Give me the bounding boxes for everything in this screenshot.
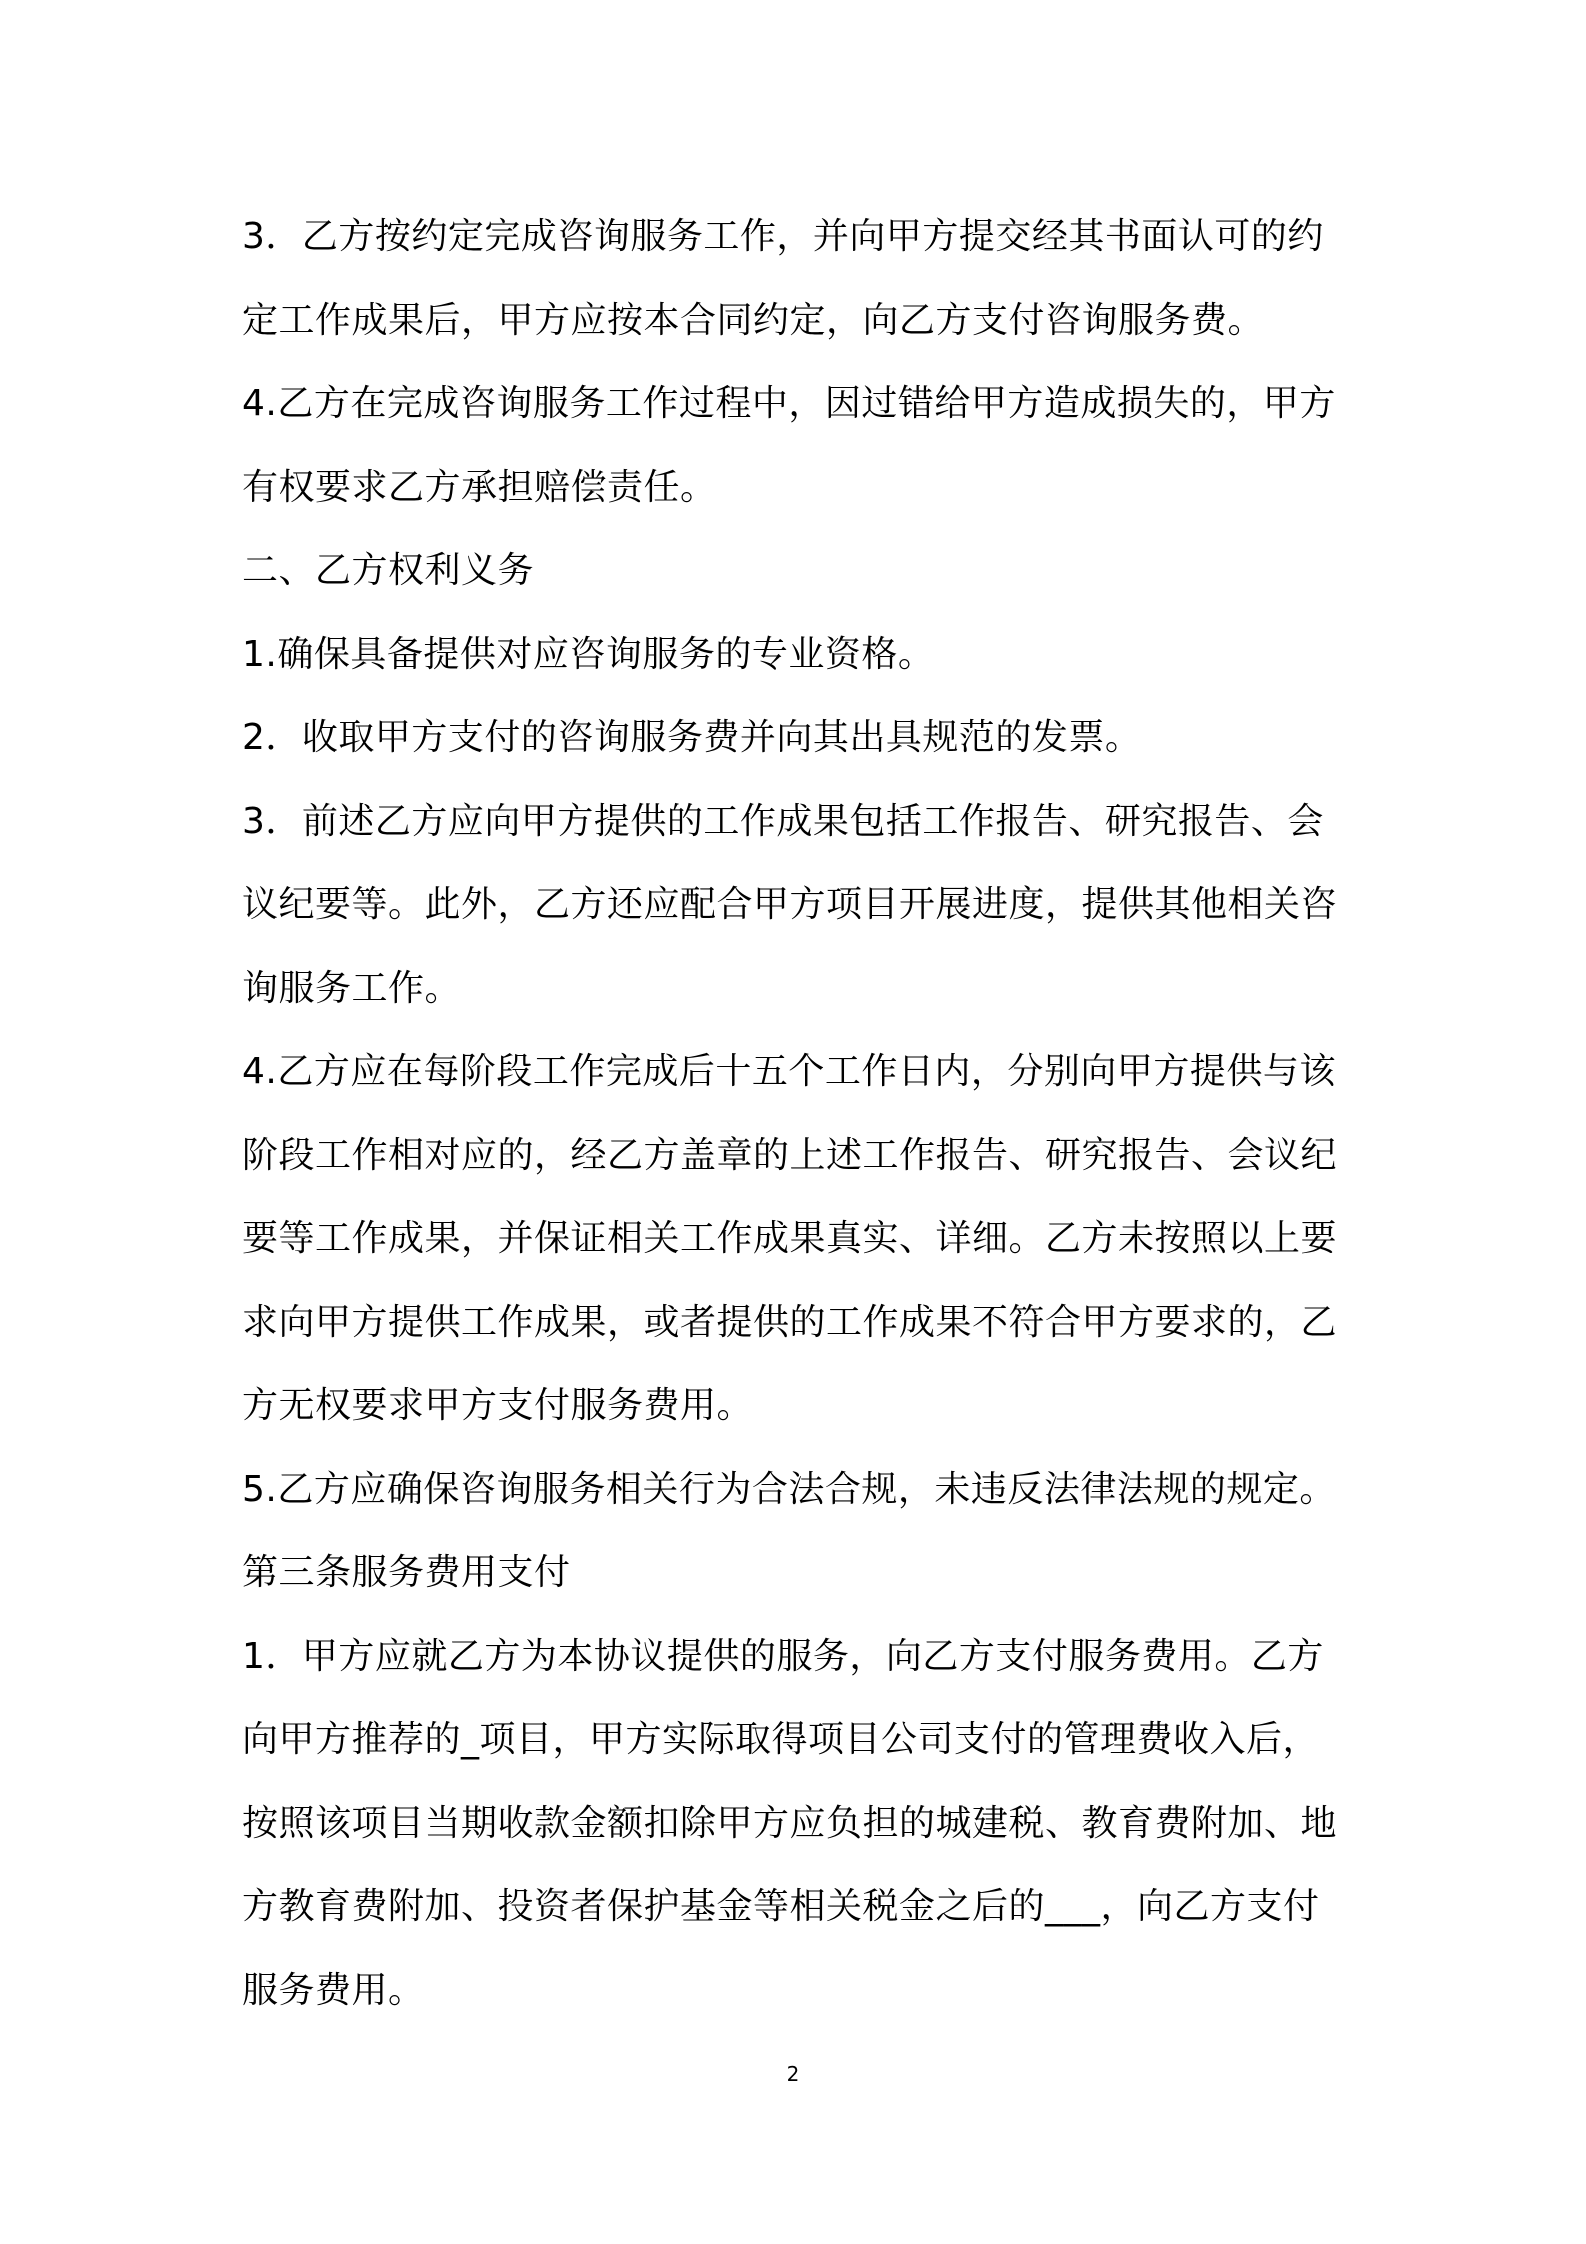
- text-line: 向甲方推荐的_项目，甲方实际取得项目公司支付的管理费收入后，: [242, 1719, 1320, 1760]
- text-line: 按照该项目当期收款金额扣除甲方应负担的城建税、教育费附加、地: [242, 1802, 1338, 1844]
- section-heading: 二、乙方权利义务: [242, 550, 535, 591]
- document-body: [242, 195, 1362, 2032]
- text-line: 3．前述乙方应向甲方提供的工作成果包括工作报告、研究报告、会: [242, 800, 1324, 842]
- text-line: 4.乙方应在每阶段工作完成后十五个工作日内，分别向甲方提供与该: [242, 1051, 1336, 1092]
- section-heading: 第三条服务费用支付: [242, 1552, 571, 1593]
- text-line: 阶段工作相对应的，经乙方盖章的上述工作报告、研究报告、会议纪: [242, 1134, 1338, 1176]
- text-line: 4.乙方在完成咨询服务工作过程中，因过错给甲方造成损失的，甲方: [242, 383, 1336, 424]
- text-line: 要等工作成果，并保证相关工作成果真实、详细。乙方未按照以上要: [242, 1218, 1338, 1259]
- text-line: 1.确保具备提供对应咨询服务的专业资格。: [242, 633, 935, 675]
- text-line: 方无权要求甲方支付服务费用。: [242, 1385, 754, 1426]
- text-line: 有权要求乙方承担赔偿责任。: [242, 466, 717, 508]
- text-line: 服务费用。: [242, 1969, 425, 2011]
- text-line: 求向甲方提供工作成果，或者提供的工作成果不符合甲方要求的，乙: [242, 1301, 1338, 1343]
- text-line: 方教育费附加、投资者保护基金等相关税金之后的___，向乙方支付: [242, 1886, 1320, 1927]
- text-line: 1．甲方应就乙方为本协议提供的服务，向乙方支付服务费用。乙方: [242, 1635, 1324, 1677]
- text-line: 定工作成果后，甲方应按本合同约定，向乙方支付咨询服务费。: [242, 299, 1265, 341]
- text-line: 议纪要等。此外，乙方还应配合甲方项目开展进度，提供其他相关咨: [242, 884, 1338, 925]
- text-line: 询服务工作。: [242, 967, 462, 1009]
- text-line: 2．收取甲方支付的咨询服务费并向其出具规范的发票。: [242, 717, 1142, 758]
- text-line: 3．乙方按约定完成咨询服务工作，并向甲方提交经其书面认可的约: [242, 216, 1324, 257]
- page-number: 2: [786, 2062, 800, 2086]
- text-line: 5.乙方应确保咨询服务相关行为合法合规，未违反法律法规的规定。: [242, 1468, 1336, 1510]
